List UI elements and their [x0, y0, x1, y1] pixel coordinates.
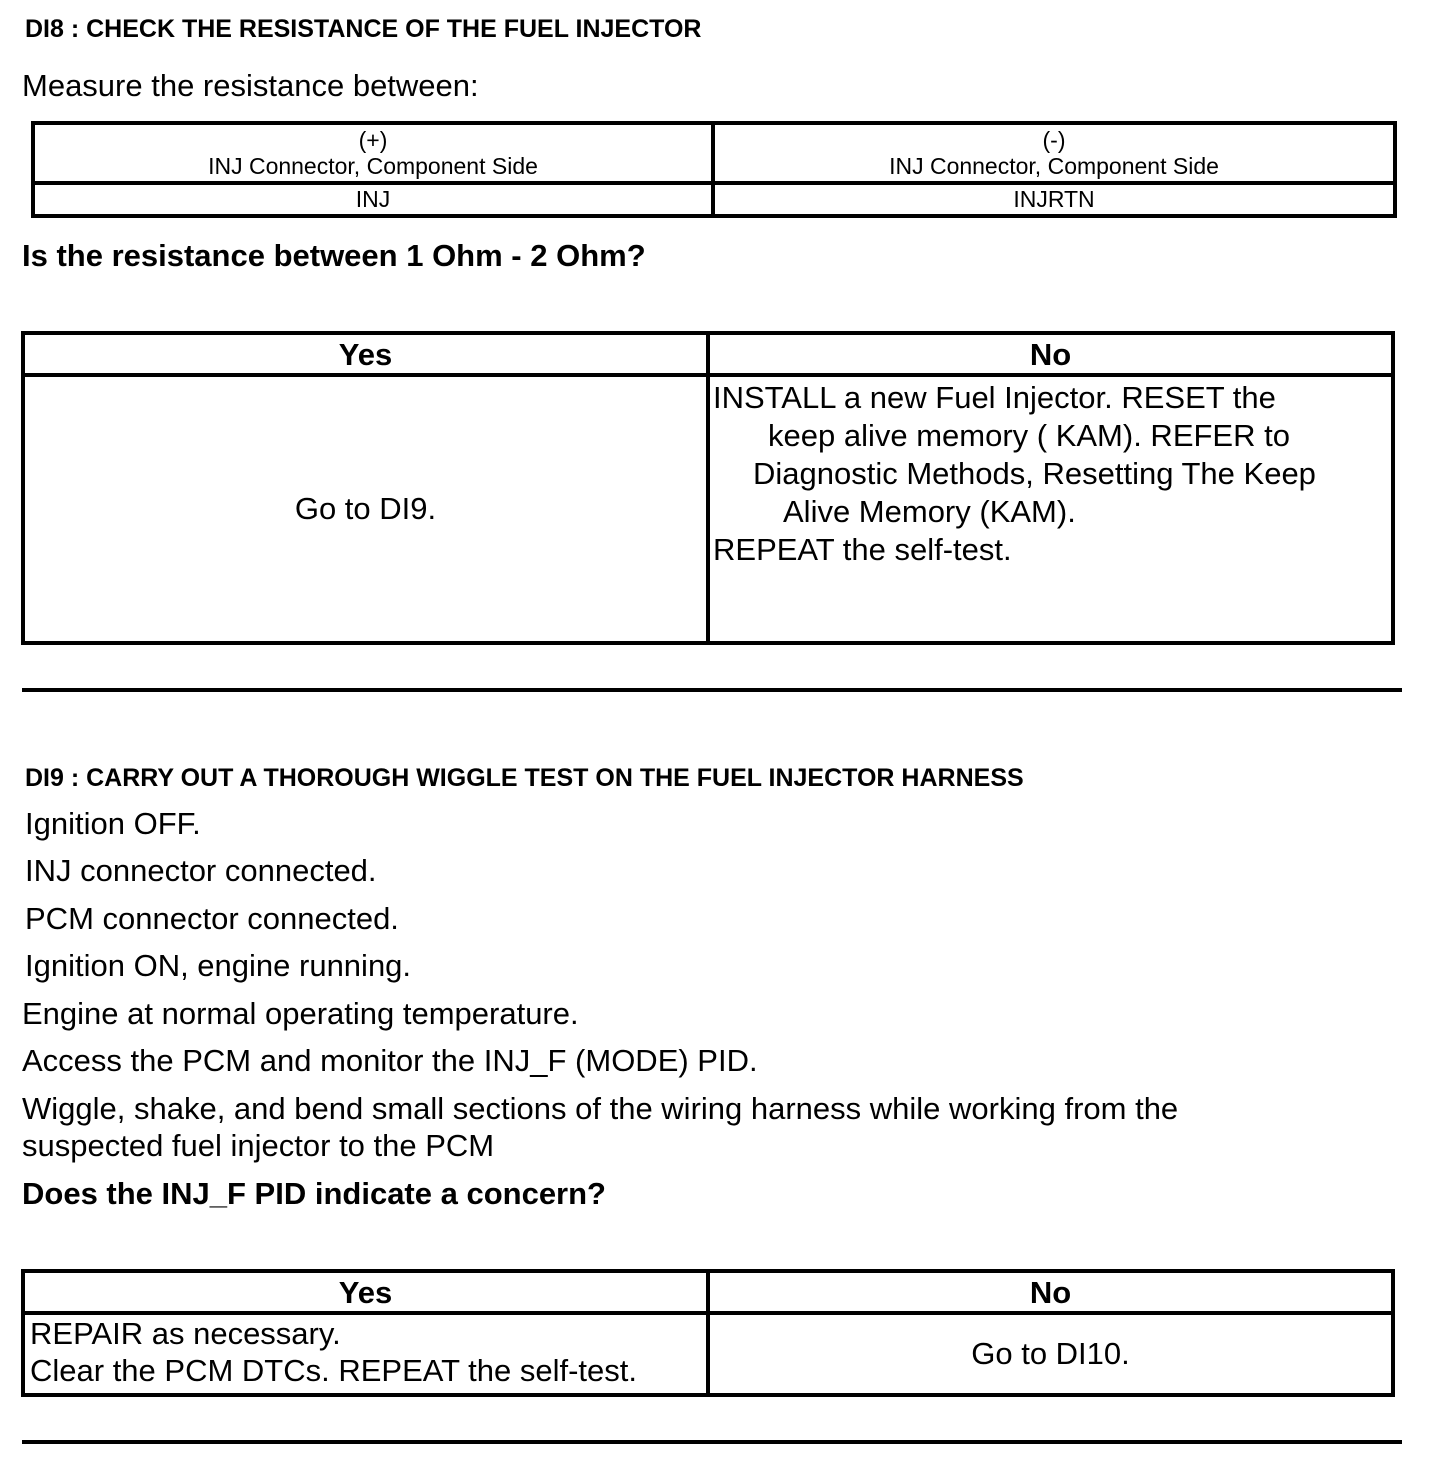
- di8-no-line: REPEAT the self-test.: [713, 532, 1012, 567]
- di9-answer-table: [21, 1269, 1395, 1397]
- di8-title: DI8 : CHECK THE RESISTANCE OF THE FUEL INJECTOR: [25, 15, 702, 43]
- di9-step: Ignition OFF.: [25, 806, 201, 841]
- di9-step: Access the PCM and monitor the INJ_F (MODE) PID.: [22, 1043, 758, 1078]
- positive-connector-label: INJ Connector, Component Side: [208, 153, 538, 179]
- di8-yes-text: Go to DI9.: [294, 491, 437, 526]
- di9-no-header: No: [708, 1271, 1393, 1313]
- di8-no-line: Diagnostic Methods, Resetting The Keep: [753, 456, 1316, 491]
- di9-step: suspected fuel injector to the PCM: [22, 1128, 495, 1163]
- di9-no-text: Go to DI10.: [971, 1336, 1130, 1371]
- di9-step: PCM connector connected.: [25, 901, 399, 936]
- di8-yes-cell: [23, 375, 708, 643]
- di9-yes-cell: [23, 1313, 708, 1395]
- di8-no-cell: [708, 375, 1393, 643]
- di8-no-line: keep alive memory ( KAM). REFER to: [768, 418, 1290, 453]
- di9-step: Wiggle, shake, and bend small sections of the wiring harness while working from the: [22, 1091, 1179, 1126]
- di9-title: DI9 : CARRY OUT A THOROUGH WIGGLE TEST ON THE FUEL INJECTOR HARNESS: [25, 764, 1024, 792]
- di9-yes-line: REPAIR as necessary.: [30, 1316, 341, 1351]
- di9-no-cell: [708, 1313, 1393, 1395]
- section-divider: [22, 1440, 1402, 1444]
- di8-instruction: Measure the resistance between:: [22, 68, 479, 103]
- di9-step: INJ connector connected.: [25, 853, 377, 888]
- di8-answer-table: [21, 331, 1395, 645]
- di8-no-header: No: [708, 333, 1393, 375]
- positive-pin: INJ: [33, 183, 713, 216]
- di9-step: Ignition ON, engine running.: [25, 948, 412, 983]
- negative-symbol: (-): [1042, 126, 1066, 153]
- section-divider: [22, 688, 1402, 692]
- di9-question: Does the INJ_F PID indicate a concern?: [22, 1176, 606, 1211]
- di8-no-line: Alive Memory (KAM).: [783, 494, 1076, 529]
- di9-step: Engine at normal operating temperature.: [22, 996, 579, 1031]
- negative-pin: INJRTN: [713, 183, 1395, 216]
- positive-terminal-header: [33, 123, 713, 183]
- negative-terminal-header: [713, 123, 1395, 183]
- di9-yes-header: Yes: [23, 1271, 708, 1313]
- di8-no-line: INSTALL a new Fuel Injector. RESET the: [713, 380, 1276, 415]
- di8-yes-header: Yes: [23, 333, 708, 375]
- di8-question: Is the resistance between 1 Ohm - 2 Ohm?: [22, 238, 646, 273]
- di9-yes-line: Clear the PCM DTCs. REPEAT the self-test.: [30, 1353, 637, 1388]
- connector-table: [31, 121, 1397, 218]
- negative-connector-label: INJ Connector, Component Side: [889, 153, 1219, 179]
- positive-symbol: (+): [358, 126, 388, 153]
